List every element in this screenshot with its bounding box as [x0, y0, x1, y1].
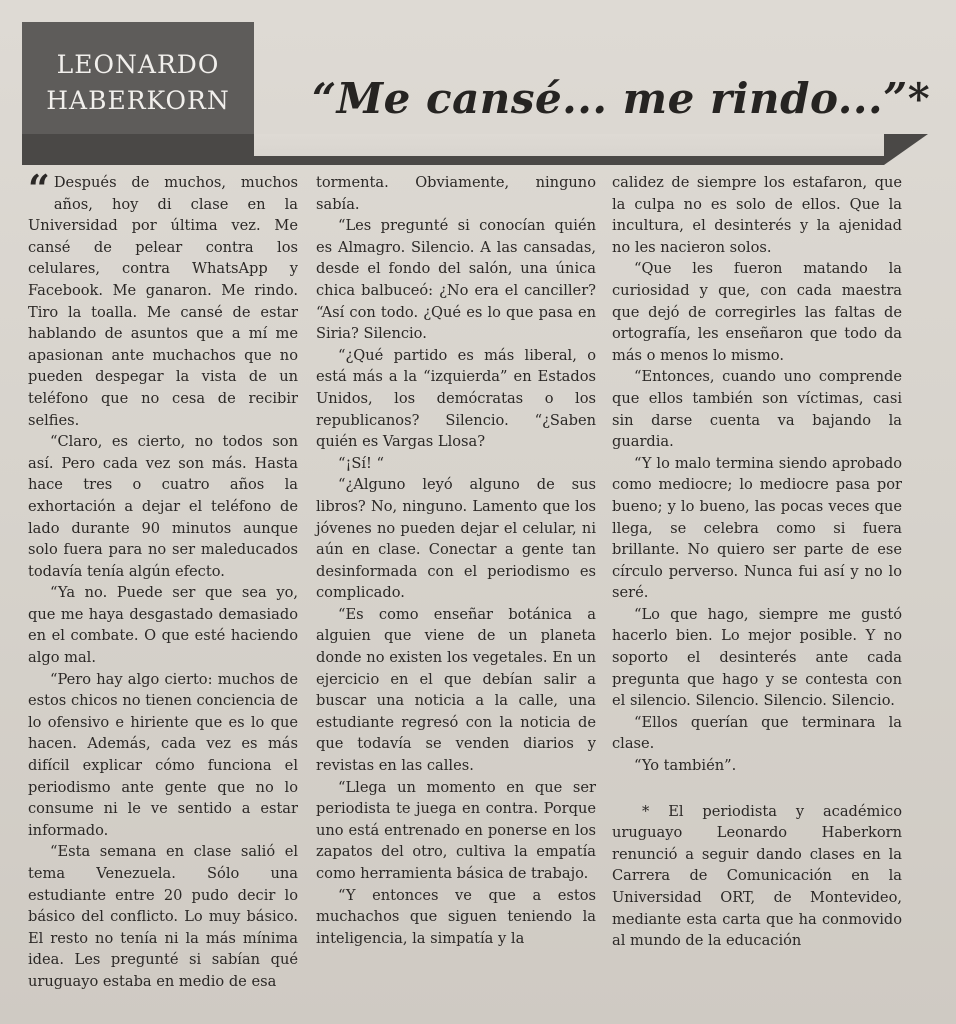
- paragraph: “Yo también”.: [634, 757, 737, 775]
- paragraph: calidez de siempre los estafaron, que la culpa no es solo de ellos. Que la incultura, el desinterés y la ajenidad no les nacieron solos.: [612, 174, 902, 256]
- paragraph: “Ya no. Puede ser que sea yo, que me haya desgastado demasiado en el combate. O que esté haciendo algo mal.: [28, 584, 298, 667]
- paragraph: “Claro, es cierto, no todos son así. Pero cada vez son más. Hasta hace tres o cuatro años la exhortación a dejar el teléfono de lado durante 90 minutos aunque solo fuera para no ser maleducados todavía tenía algún efecto.: [28, 433, 298, 580]
- paragraph: “Llega un momento en que ser periodista te juega en contra. Porque uno está entrenado en ponerse en los zapatos del otro, cultiva la empatía como herramienta básica de trabajo.: [316, 778, 596, 882]
- paragraph: [28, 166, 298, 431]
- header-rule-tip: [884, 134, 928, 165]
- paragraph: “Y entonces ve que a estos muchachos que siguen teniendo la inteligencia, la simpatía y la: [316, 886, 596, 947]
- paragraph: “Es como enseñar botánica a alguien que viene de un planeta donde no existen los vegetales. En un ejercicio en el que debían salir a buscar una noticia a la calle, una estudiante regresó con la noticia de que todavía se venden diarios y revistas en las calles.: [316, 605, 596, 775]
- paragraph: “Pero hay algo cierto: muchos de estos chicos no tienen conciencia de lo ofensivo e hiriente que es lo que hacen. Además, cada vez es más difícil explicar cómo funciona el periodismo ante gente que no lo consume ni le ve sentido a estar informado.: [28, 670, 298, 839]
- author-last-name: HABERKORN: [46, 86, 230, 115]
- paragraph-text: Después de muchos, muchos años, hoy di clase en la Universidad por última vez. Me cansé de pelear contra los celulares, contra WhatsApp y Facebook. Me ganaron. Me rindo. Tiro la toalla. Me cansé de estar hablando de asuntos que a mí me apasionan ante muchachos que no pueden despegar la vista de un teléfono que no cesa de recibir selfies.: [28, 174, 298, 429]
- paragraph: “Lo que hago, siempre me gustó hacerlo bien. Lo mejor posible. Y no soporto el desinterés ante cada pregunta que hago y se contesta con el silencio. Silencio. Silencio. Silencio.: [612, 605, 902, 710]
- opening-quote-mark: “: [28, 166, 50, 211]
- column-1: [28, 166, 298, 993]
- paragraph: “¡Sí! “: [338, 454, 384, 472]
- column-3: [612, 172, 902, 952]
- paragraph: “Ellos querían que terminara la clase.: [612, 713, 902, 753]
- footnote: * El periodista y académico uruguayo Leonardo Haberkorn renunció a seguir dando clases en la Carrera de Comunicación en la Universidad ORT, de Montevideo, mediante esta carta que ha conmovido al mundo de la educación: [612, 802, 902, 950]
- headline-area: [254, 22, 954, 144]
- header-rule-cover: [254, 134, 884, 156]
- column-2: [316, 172, 596, 949]
- paragraph: “¿Alguno leyó alguno de sus libros? No, ninguno. Lamento que los jóvenes no pueden dejar el celular, ni aún en clase. Conectar a gente tan desinformada con el periodismo es complicado.: [316, 476, 596, 602]
- paragraph: “Y lo malo termina siendo aprobado como mediocre; lo mediocre pasa por bueno; y lo bueno, las pocas veces que llega, se celebra como si fuera brillante. No quiero ser parte de ese círculo perverso. Nunca fui así y no lo seré.: [612, 454, 902, 602]
- paragraph: “¿Qué partido es más liberal, o está más a la “izquierda” en Estados Unidos, los demócratas o los republicanos? Silencio. “¿Saben quién es Vargas Llosa?: [316, 346, 596, 451]
- headline: “Me cansé... me rindo...”*: [312, 74, 931, 123]
- paragraph: “Les pregunté si conocían quién es Almagro. Silencio. A las cansadas, desde el fondo del salón, una única chica balbuceó: ¿No era el canciller? “Así con todo. ¿Qué es lo que pasa en Siria? Silencio.: [316, 217, 596, 343]
- paragraph: “Esta semana en clase salió el tema Venezuela. Sólo una estudiante entre 20 pudo decir lo básico del conflicto. Lo muy básico. El resto no tenía ni la más mínima idea. Les pregunté si sabían qué uruguayo estaba en medio de esa: [28, 843, 298, 990]
- author-first-name: LEONARDO: [56, 50, 220, 79]
- paragraph: “Que les fueron matando la curiosidad y que, con cada maestra que dejó de corregirles las faltas de ortografía, les enseñaron que todo da más o menos lo mismo.: [612, 260, 902, 364]
- author-nameplate: [22, 22, 254, 144]
- paragraph: tormenta. Obviamente, ninguno sabía.: [316, 174, 596, 213]
- paragraph: “Entonces, cuando uno comprende que ellos también son víctimas, casi sin darse cuenta va bajando la guardia.: [612, 368, 902, 451]
